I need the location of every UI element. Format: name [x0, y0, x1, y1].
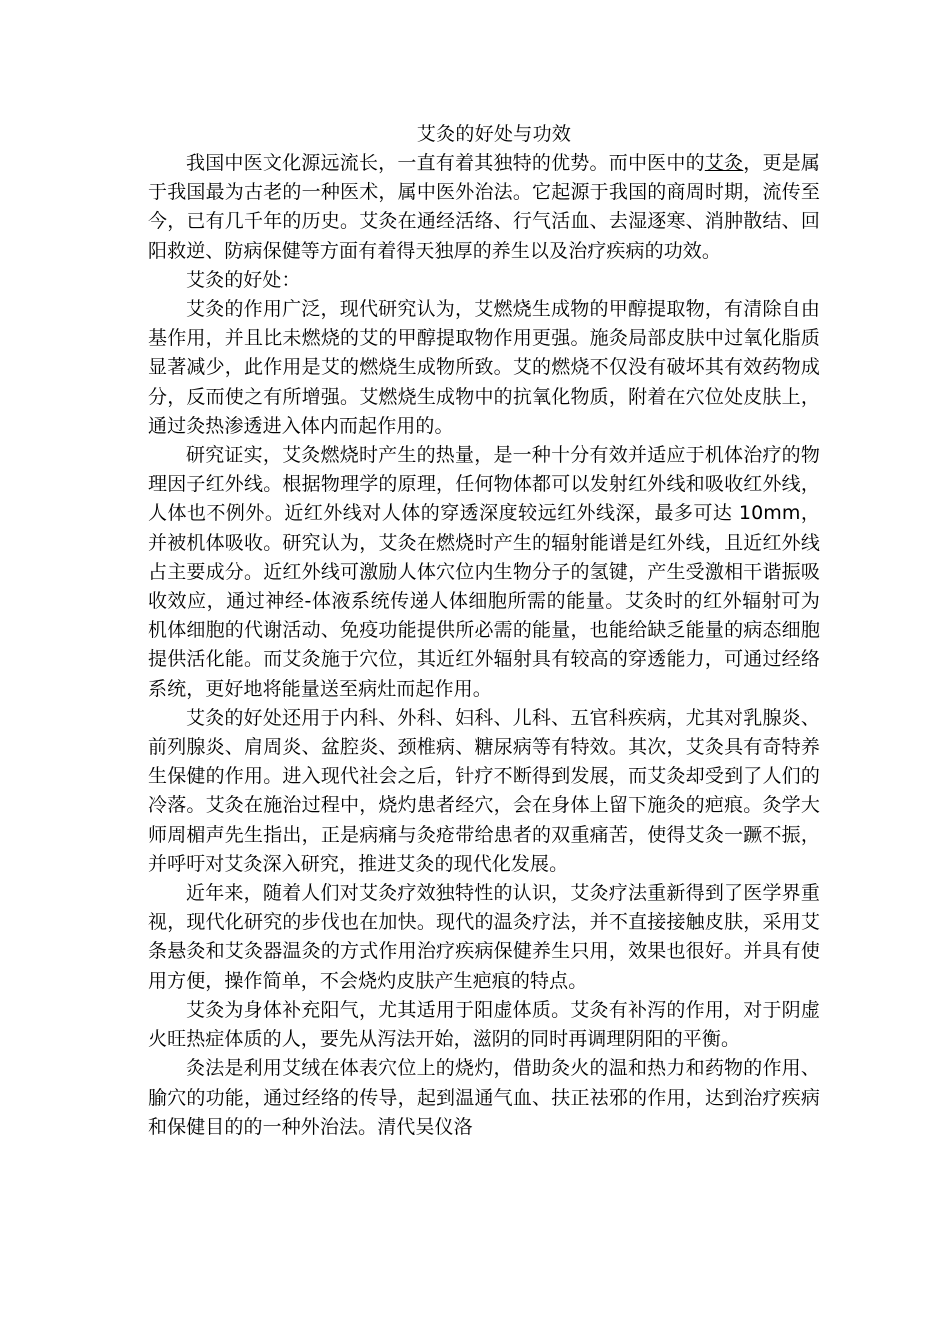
paragraph: 艾灸的作用广泛，现代研究认为，艾燃烧生成物的甲醇提取物，有清除自由基作用，并且比未燃烧的艾的甲醇提取物作用更强。施灸局部皮肤中过氧化脂质显著减少，此作用是艾的燃烧生成物所致。艾的燃烧不仅没有破坏其有效药物成分，反而使之有所增强。艾燃烧生成物中的抗氧化物质，附着在穴位处皮肤上，通过灸热渗透进入体内而起作用的。: [148, 298, 820, 437]
document-title: 艾灸的好处与功效: [416, 123, 572, 145]
paragraph: 近年来，随着人们对艾灸疗效独特性的认识，艾灸疗法重新得到了医学界重视，现代化研究的步伐也在加快。现代的温灸疗法，并不直接接触皮肤，采用艾条悬灸和艾灸器温灸的方式作用治疗疾病保健养生只用，效果也很好。并具有使用方便，操作简单，不会烧灼皮肤产生疤痕的特点。: [148, 882, 820, 992]
intro-text-before: 我国中医文化源远流长，一直有着其独特的优势。而中医中的: [186, 152, 705, 174]
paragraph: 艾灸为身体补充阳气，尤其适用于阳虚体质。艾灸有补泻的作用，对于阴虚火旺热症体质的人，要先从泻法开始，滋阴的同时再调理阴阳的平衡。: [148, 998, 820, 1051]
moxibustion-link[interactable]: 艾灸: [704, 152, 744, 174]
section-heading: 艾灸的好处：: [186, 268, 301, 291]
paragraph: 灸法是利用艾绒在体表穴位上的烧灼，借助灸火的温和热力和药物的作用、腧穴的功能，通过经络的传导，起到温通气血、扶正祛邪的作用，达到治疗疾病和保健目的的一种外治法。清代吴仪洛: [148, 1057, 820, 1138]
document-page: [148, 120, 820, 1142]
intro-paragraph: [148, 149, 820, 266]
paragraph: 研究证实，艾灸燃烧时产生的热量，是一种十分有效并适应于机体治疗的物理因子红外线。根据物理学的原理，任何物体都可以发射红外线和吸收红外线，人体也不例外。近红外线对人体的穿透深度较远红外线深，最多可达 10mm，并被机体吸收。研究认为，艾灸在燃烧时产生的辐射能谱是红外线，且近红外线占主要成分。近红外线可激励人体穴位内生物分子的氢键，产生受激相干谐振吸收效应，通过神经-体液系统传递人体细胞所需的能量。艾灸时的红外辐射可为机体细胞的代谢活动、免疫功能提供所必需的能量，也能给缺乏能量的病态细胞提供活化能。而艾灸施于穴位，其近红外辐射具有较高的穿透能力，可通过经络系统，更好地将能量送至病灶而起作用。: [148, 444, 820, 700]
intro-text-after: ，更是属于我国最为古老的一种医术，属中医外治法。它起源于我国的商周时期，流传至今，已有几千年的历史。艾灸在通经活络、行气活血、去湿逐寒、消肿散结、回阳救逆、防病保健等方面有着得天独厚的养生以及治疗疾病的功效。: [148, 152, 821, 262]
paragraph: 艾灸的好处还用于内科、外科、妇科、儿科、五官科疾病，尤其对乳腺炎、前列腺炎、肩周炎、盆腔炎、颈椎病、糖尿病等有特效。其次，艾灸具有奇特养生保健的作用。进入现代社会之后，针疗不断得到发展，而艾灸却受到了人们的冷落。艾灸在施治过程中，烧灼患者经穴，会在身体上留下施灸的疤痕。灸学大师周楣声先生指出，正是病痛与灸疮带给患者的双重痛苦，使得艾灸一蹶不振，并呼吁对艾灸深入研究，推进艾灸的现代化发展。: [148, 706, 820, 875]
